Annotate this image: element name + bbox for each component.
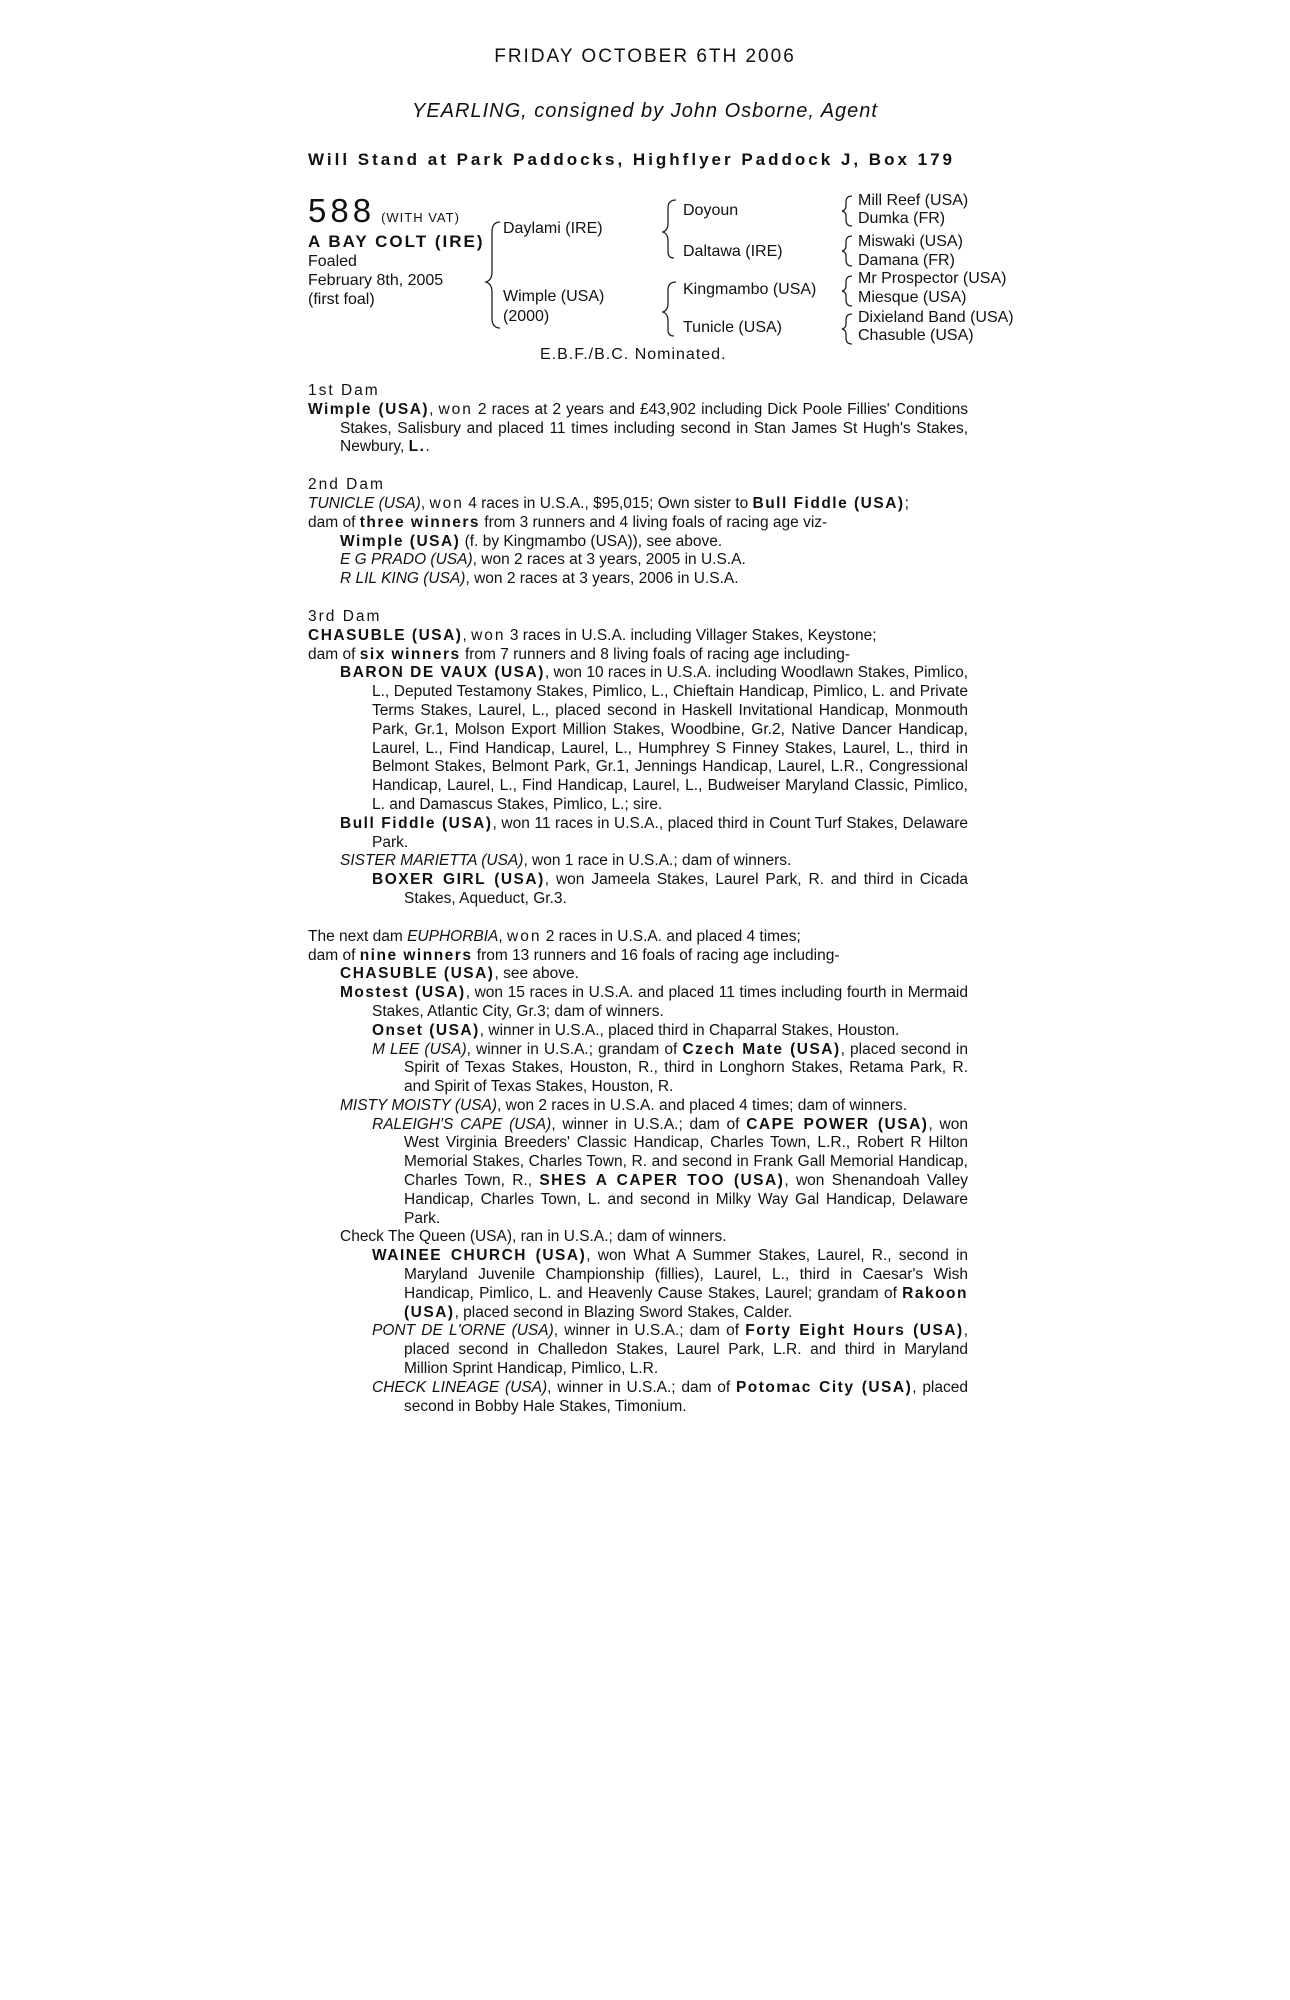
first-dam-title: 1st Dam [308,382,380,399]
produce-row [308,533,968,552]
produce-row [308,1247,968,1322]
produce-name: CHECK LINEAGE (USA) [372,1378,548,1396]
produce-row [308,570,968,589]
foal-note: (first foal) [308,291,375,308]
produce-text: , placed second in Spirit of Texas Stakes, Houston, R., third in Longhorn Stakes, Retama Park, R. and Spirit of Texas Stakes, Houston, R. [404,1040,968,1096]
produce-text: , won 10 races in U.S.A. including Woodlawn Stakes, Pimlico, L., Deputed Testamony Stakes, Pimlico, L., Chieftain Handicap, Pimlico, L. and Private Terms Stakes, Laurel, L., placed second in Haskell Invitational Handicap, Monmouth Park, Gr.1, Molson Export Million Stakes, Woodbine, Gr.2, Native Dancer Handicap, Laurel, L., Find Handicap, Laurel, L., Humphrey S Finney Stakes, Laurel, L., third in Belmont Stakes, Belmont Park, Gr.1, Jennings Handicap, Laurel, L.R., Congressional Handicap, Laurel, L., Find Handicap, Laurel, L., Budweiser Maryland Classic, Pimlico, L. and Damascus Stakes, Pimlico, L.; sire. [372,664,969,813]
produce-row [308,1322,968,1378]
fourth-dam-runners: from 13 runners and 16 foals of racing age including- [472,946,840,964]
pedigree-braces [0,0,1290,360]
produce-text: , placed second in Blazing Sword Stakes, Calder. [454,1303,793,1321]
fourth-dam-record: 2 races in U.S.A. and placed 4 times; [541,927,801,945]
produce-text: , winner in U.S.A., placed third in Chaparral Stakes, Houston. [479,1021,900,1039]
produce-text: , placed second in Bobby Hale Stakes, Timonium. [404,1378,968,1415]
ggs-3: Miswaki (USA) [858,233,963,250]
produce-text: , won 2 races at 3 years, 2006 in U.S.A. [465,570,739,588]
produce-text: , won West Virginia Breeders' Classic Handicap, Charles Town, L.R., Robert R Hilton Memorial Stakes, Charles Town, R. and second in Frank Gall Memorial Handicap, Charles Town, R., [404,1115,968,1190]
produce-row [308,815,968,853]
produce-name: BARON DE VAUX (USA) [340,664,545,682]
produce-row [308,664,968,814]
produce-row [308,871,968,909]
fourth-dam-winners: nine winners [359,946,473,964]
second-dam-line2 [308,514,968,533]
fourth-dam-won: won [507,927,542,945]
produce-text: , won 2 races at 3 years, 2005 in U.S.A. [472,551,746,569]
produce-name: Bull Fiddle (USA) [340,814,493,832]
produce-text: , winner in U.S.A.; dam of [547,1378,736,1396]
third-dam-record: 3 races in U.S.A. including Villager Stakes, Keystone; [505,626,877,644]
produce-row [308,852,968,871]
produce-text: , winner in U.S.A.; grandam of [466,1040,683,1058]
ggs-5: Mr Prospector (USA) [858,270,1007,287]
produce-row [308,1041,968,1097]
sire: Daylami (IRE) [503,220,603,237]
produce-text: , won Shenandoah Valley Handicap, Charles Town, L. and second in Milky Way Gal Handicap, Delaware Park. [404,1172,968,1227]
second-dam-name: TUNICLE (USA) [308,494,421,512]
produce-text: , see above. [494,965,579,983]
first-dam-end: . [425,438,430,456]
grandsire-2: Kingmambo (USA) [683,281,817,298]
second-dam-runners: from 3 runners and 4 living foals of racing age viz- [479,513,828,531]
fourth-dam-line1: The next dam EUPHORBIA, won 2 races in U.S.A. and placed 4 times; [308,927,801,945]
ggs-1: Mill Reef (USA) [858,192,969,209]
produce-row [308,551,968,570]
sale-date: FRIDAY OCTOBER 6TH 2006 [494,46,796,67]
produce-record [308,382,968,1416]
first-dam-grade: L. [408,438,426,456]
produce-row [308,984,968,1022]
second-dam-title: 2nd Dam [308,476,385,494]
fourth-dam-damof: dam of [308,946,360,964]
produce-text: , winner in U.S.A.; dam of [553,1322,746,1340]
produce-text: , won What A Summer Stakes, Laurel, R., second in Maryland Juvenile Championship (fillies), Laurel, L., third in Caesar's Wish Handicap, Pimlico, L. and Heavenly Cause Stakes, Laurel; grandam of [404,1247,969,1302]
second-dam-record: 4 races in U.S.A., $95,015; Own sister to [463,494,753,512]
third-dam-line1: CHASUBLE (USA), won 3 races in U.S.A. including Villager Stakes, Keystone; [308,626,877,644]
produce-name: BOXER GIRL (USA) [372,871,545,889]
produce-grandchild: SHES A CAPER TOO (USA) [539,1172,785,1190]
granddam-1: Daltawa (IRE) [683,243,783,260]
produce-text: , won 11 races in U.S.A., placed third in Count Turf Stakes, Delaware Park. [372,814,968,851]
produce-row [308,1116,968,1229]
produce-grandchild: Forty Eight Hours (USA) [745,1322,964,1340]
produce-name: SISTER MARIETTA (USA) [340,852,524,870]
second-dam-winners: three winners [359,513,480,531]
grandsire-1: Doyoun [683,202,739,219]
ggs-7: Dixieland Band (USA) [858,309,1014,326]
fourth-dam-intro: The next dam [308,927,408,945]
third-dam-name: CHASUBLE (USA) [308,626,463,644]
produce-name: MISTY MOISTY (USA) [340,1096,498,1114]
first-dam-record: 2 races at 2 years and £43,902 including Dick Poole Fillies' Conditions Stakes, Salisbury and placed 11 times including second in Stan James St Hugh's Stakes, Newbury, [340,400,968,456]
fourth-dam-name: EUPHORBIA [407,927,499,945]
produce-text: , won 15 races in U.S.A. and placed 11 times including fourth in Mermaid Stakes, Atlantic City, Gr.3; dam of winners. [372,984,968,1020]
third-dam-damof: dam of [308,645,360,663]
produce-name: M LEE (USA) [372,1040,467,1058]
dam-name: Wimple (USA) [503,288,605,305]
dam-year: (2000) [503,308,550,325]
produce-text: , placed second in Challedon Stakes, Laurel Park, L.R. and third in Maryland Million Sprint Handicap, Pimlico, L.R. [404,1322,968,1378]
third-dam-title: 3rd Dam [308,607,382,625]
produce-text: , won 1 race in U.S.A.; dam of winners. [523,852,792,870]
second-dam-won: won [429,494,464,512]
vat-note: (WITH VAT) [381,210,460,225]
produce-grandchild: Rakoon (USA) [404,1284,968,1321]
produce-grandchild: Potomac City (USA) [735,1378,913,1396]
horse-name: A BAY COLT (IRE) [308,232,485,251]
granddam-2: Tunicle (USA) [683,319,782,336]
ggs-2: Dumka (FR) [858,210,946,227]
first-dam-text: Wimple (USA), won 2 races at 2 years and £43,902 including Dick Poole Fillies' Conditions Stakes, Salisbury and placed 11 times including second in Stan James St Hugh's Stakes, Newbury, L.. [308,400,968,456]
produce-row: Check The Queen (USA), ran in U.S.A.; dam of winners. [340,1228,727,1246]
second-dam-line1: TUNICLE (USA), won 4 races in U.S.A., $95,015; Own sister to Bull Fiddle (USA); [308,494,909,512]
produce-name: R LIL KING (USA) [340,570,466,588]
first-dam-won: won [438,400,473,418]
produce-text: (f. by Kingmambo (USA)), see above. [460,532,723,550]
ggs-8: Chasuble (USA) [858,327,974,344]
produce-text: , won 2 races in U.S.A. and placed 4 times; dam of winners. [497,1096,908,1114]
ggs-4: Damana (FR) [858,252,955,269]
stand-location: Will Stand at Park Paddocks, Highflyer Paddock J, Box 179 [308,150,955,169]
fourth-dam-line2 [308,947,968,966]
produce-name: CHASUBLE (USA) [340,965,495,983]
consignment-line: YEARLING, consigned by John Osborne, Agent [412,100,878,122]
produce-grandchild: CAPE POWER (USA) [746,1115,929,1133]
produce-name: Onset (USA) [372,1021,480,1039]
produce-text: , winner in U.S.A.; dam of [551,1115,747,1133]
third-dam-won: won [471,626,506,644]
produce-name: PONT DE L'ORNE (USA) [372,1322,554,1340]
third-dam-runners: from 7 runners and 8 living foals of racing age including- [460,645,851,663]
foaled-label: Foaled [308,253,357,270]
produce-text: , won Jameela Stakes, Laurel Park, R. and third in Cicada Stakes, Aqueduct, Gr.3. [404,871,968,907]
produce-row [308,1379,968,1417]
ebf-nomination: E.B.F./B.C. Nominated. [540,346,727,363]
foaled-date: February 8th, 2005 [308,272,444,289]
produce-row [308,1097,968,1116]
produce-name: RALEIGH'S CAPE (USA) [372,1115,552,1133]
lot-number: 588 [308,192,376,229]
produce-name: WAINEE CHURCH (USA) [372,1247,587,1265]
ggs-6: Miesque (USA) [858,289,967,306]
produce-name: E G PRADO (USA) [340,551,473,569]
third-dam-line2 [308,646,968,665]
third-dam-winners: six winners [359,645,461,663]
first-dam-name: Wimple (USA) [308,400,430,418]
produce-grandchild: Czech Mate (USA) [682,1040,841,1058]
produce-row [308,1022,968,1041]
produce-name: Mostest (USA) [340,984,466,1002]
produce-row [308,965,968,984]
second-dam-damof: dam of [308,513,360,531]
second-dam-sister: Bull Fiddle (USA) [752,494,905,512]
second-dam-punct: ; [904,494,909,512]
produce-name: Wimple (USA) [340,532,461,550]
